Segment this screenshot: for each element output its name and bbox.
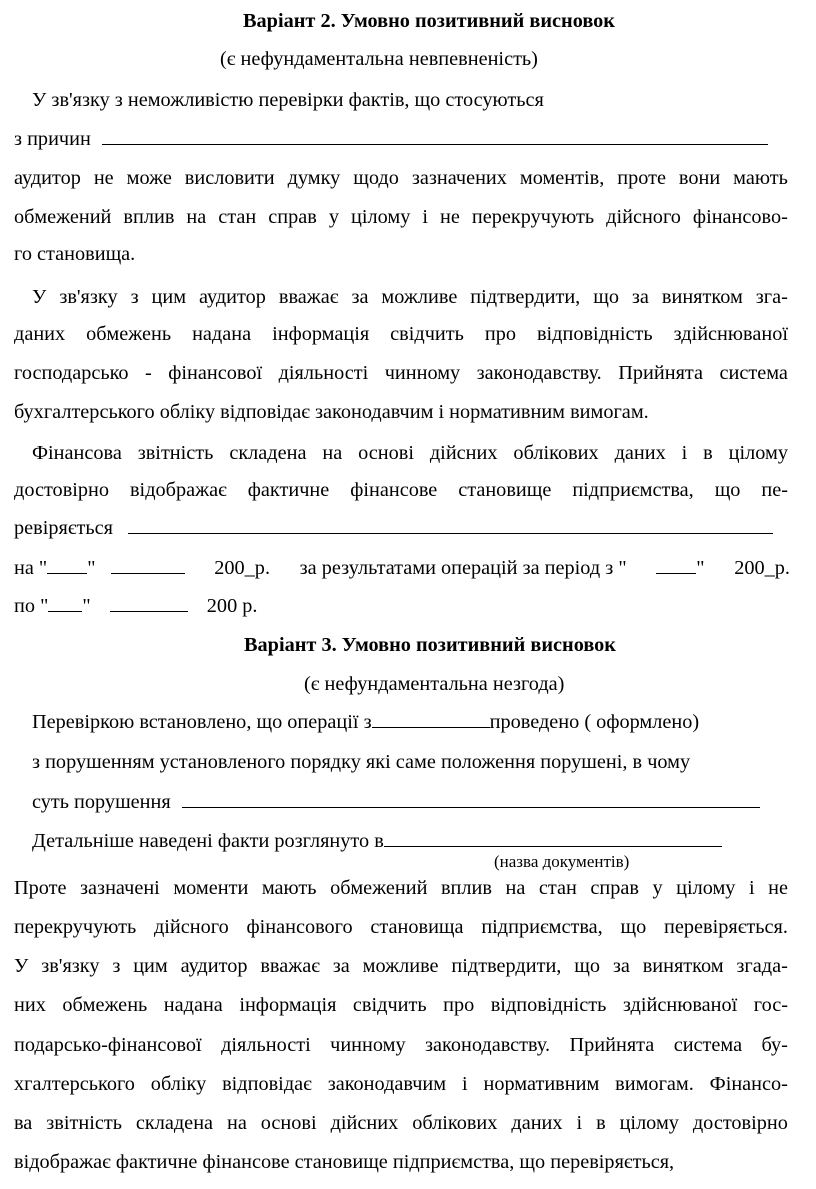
variant3-subtitle: (є нефундаментальна незгода) [304,673,565,695]
word: фактичне [247,479,330,501]
word: в [596,1112,606,1134]
word: подарсько-фінансової [14,1034,202,1056]
word: обмежений [330,877,428,899]
word: фінансового [246,916,353,938]
word: підприємства, [481,916,603,938]
word: становище [458,479,552,501]
word: діяльності [278,362,369,384]
word: справ [590,877,639,899]
word: можливе [362,955,439,977]
v2-p3-line2 [14,478,788,502]
word: і [681,442,688,464]
word: - [145,362,152,384]
word: висловити [184,167,275,189]
period-text: за результатами операцій за період з " [299,557,627,579]
word: вони [678,167,721,189]
word: фінансової [168,362,263,384]
word: за [631,286,649,308]
audited-label: ревіряється [14,517,113,539]
word: стан [538,877,577,899]
word: винятком [661,286,743,308]
word: аудитор [199,286,266,308]
violation-field[interactable] [182,790,760,808]
word: перевіряється. [664,916,788,938]
word: не [440,206,460,228]
year-label-1: 200_р. [214,557,271,579]
word: проте [617,167,666,189]
word: інформація [272,323,370,345]
operations-text: Перевіркою встановлено, що операції з [32,711,372,733]
word: система [719,362,788,384]
word: даних [614,442,666,464]
word: фінансово- [692,206,788,228]
word: законодавству. [425,1034,551,1056]
word: хгалтерського [14,1073,135,1095]
word: відповідність [536,323,653,345]
word: цим [133,955,168,977]
word: дійсного [153,916,229,938]
word: підтвердити, [451,955,562,977]
word: і [461,1073,468,1095]
word: надана [163,994,223,1016]
word: Фінансова [32,442,122,464]
po-quote: по " [14,595,49,617]
word: законодавству. [476,362,602,384]
word: даних [511,1112,563,1134]
word: них [14,994,46,1016]
conducted-text: проведено ( оформлено) [489,711,700,733]
word: підтвердити, [470,286,581,308]
word: Проте [14,877,67,899]
word: складена [229,442,307,464]
year-label-3: 200 р. [206,595,258,617]
word: моментів, [519,167,605,189]
word: У [32,286,47,308]
word: перекручують [14,916,137,938]
word: і [422,206,429,228]
word: аудитор [14,167,81,189]
v2-p3-line1 [32,441,788,465]
word: і [576,1112,583,1134]
word: ва [14,1112,33,1134]
word: господарсько [14,362,129,384]
v2-p3-line5 [14,594,257,618]
v3-body-line5 [14,1033,788,1057]
word: не [768,877,788,899]
word: вимогам. [615,1073,694,1095]
word: здійснюваної [622,994,738,1016]
v3-body-line4 [14,993,788,1017]
v2-p2-line2 [14,322,788,346]
v3-body-line2 [14,915,788,939]
word: згада- [736,955,788,977]
word: на [186,206,207,228]
word: вважає [260,955,320,977]
documents-caption: (назва документів) [494,852,630,871]
word: обліку [150,1073,207,1095]
month-field-1[interactable] [111,556,185,574]
word: щодо [353,167,399,189]
word: складена [135,1112,214,1134]
v3-body-line1 [14,876,788,900]
word: звітність [46,1112,122,1134]
word: облікових [513,442,599,464]
word: у [328,206,340,228]
word: за [612,955,630,977]
word: даних [14,323,66,345]
month-field-3[interactable] [110,594,188,612]
word: дійсних [429,442,498,464]
v3-line2: з порушенням установленого порядку які саме положення порушені, в чому [32,751,691,773]
word: надана [192,323,252,345]
word: не [93,167,114,189]
word: з [112,955,121,977]
day-field-3[interactable] [48,594,82,612]
word: перекручують [471,206,595,228]
word: відповідність [490,994,607,1016]
word: свідчить [352,994,427,1016]
v2-p1-line2 [14,127,768,151]
word: про [443,994,475,1016]
v3-body-line7 [14,1111,788,1135]
word: підприємства, [572,479,694,501]
word: основі [260,1112,317,1134]
word: стан [218,206,257,228]
enterprise-name-field[interactable] [128,516,773,534]
violation-label: суть порушення [32,791,171,813]
word: за [351,286,369,308]
date-open-quote: на " [14,557,48,579]
word: на [505,877,526,899]
details-label: Детальніше наведені факти розглянуто в [32,830,384,852]
word: винятком [642,955,724,977]
word: діяльності [221,1034,311,1056]
v3-body-line8: відображає фактичне фінансове становище підприємства, що перевіряється, [14,1151,675,1173]
word: що [620,916,647,938]
word: система [673,1034,743,1056]
word: свідчить [390,323,464,345]
word: вплив [440,877,492,899]
reasons-blank-field[interactable] [102,127,768,145]
word: мають [733,167,788,189]
word: справ [268,206,317,228]
date-close-quote: " [87,557,96,579]
v3-body-line6 [14,1072,788,1096]
word: Прийнята [618,362,704,384]
word: цілому [728,442,788,464]
word: облікових [412,1112,498,1134]
word: в [703,442,713,464]
word: зв'язку [59,286,118,308]
word: можливе [381,286,458,308]
word: про [484,323,516,345]
word: цілому [351,206,411,228]
v3-line1 [32,710,699,734]
word: обмежень [62,994,148,1016]
word: достовірно [692,1112,788,1134]
word: може [126,167,172,189]
word: вплив [123,206,175,228]
word: зга- [755,286,788,308]
word: основі [358,442,414,464]
word: відповідає [222,1073,312,1095]
year-label-2: 200_р. [734,557,790,579]
word: Фінансо- [709,1073,788,1095]
word: дійсного [606,206,681,228]
v2-p2-line3 [14,361,788,385]
word: пе- [761,479,788,501]
word: зазначених [411,167,507,189]
v2-p1-line4 [14,205,788,229]
v2-p3-line3 [14,516,773,540]
word: що [574,955,600,977]
v2-p3-line4 [14,556,790,580]
word: що [593,286,619,308]
v2-p1-line1: У зв'язку з неможливістю перевірки фактів, що стосуються [32,89,544,111]
word: нормативним [483,1073,600,1095]
word: чинному [330,1034,406,1056]
word: обмежень [86,323,172,345]
word: на [322,442,343,464]
word: інформація [239,994,337,1016]
word: Прийнята [569,1034,655,1056]
word: моменти [173,877,249,899]
word: і [748,877,755,899]
word: достовірно [14,479,110,501]
word: мають [261,877,317,899]
word: звітність [137,442,214,464]
variant2-subtitle: (є нефундаментальна невпевненість) [220,48,538,70]
date-close-quote-2: " [696,557,705,579]
word: фінансове [350,479,438,501]
v3-body-line3 [14,954,788,978]
v3-line3 [32,790,760,814]
day-field-2[interactable] [656,556,696,574]
variant2-title: Варіант 2. Умовно позитивний висновок [243,10,615,32]
word: обмежений [14,206,112,228]
variant3-title: Варіант 3. Умовно позитивний висновок [244,634,616,656]
word: цілому [619,1112,679,1134]
v2-p1-line3 [14,166,788,190]
word: за [332,955,350,977]
word: цим [151,286,187,308]
operations-field[interactable] [372,710,490,728]
v2-p2-line1 [32,285,788,309]
word: з [130,286,139,308]
word: думку [287,167,341,189]
word: на [226,1112,247,1134]
documents-field[interactable] [384,829,722,847]
word: бу- [761,1034,788,1056]
word: становища [370,916,464,938]
word: аудитор [180,955,248,977]
reasons-label: з причин [14,128,91,150]
word: дійсних [330,1112,399,1134]
word: законодавчим [327,1073,447,1095]
word: у [652,877,663,899]
word: відображає [129,479,227,501]
word: цілому [676,877,736,899]
po-close-quote: " [82,595,91,617]
word: зв'язку [41,955,100,977]
word: гос- [753,994,788,1016]
word: що [714,479,741,501]
word: чинному [384,362,461,384]
day-field-1[interactable] [47,556,87,574]
word: зазначені [80,877,160,899]
word: вважає [278,286,339,308]
word: здійснюваної [673,323,788,345]
v2-p2-line4: бухгалтерського обліку відповідає законодавчим і нормативним вимогам. [14,401,649,423]
v2-p1-line5: го становища. [14,243,136,265]
word: У [14,955,29,977]
